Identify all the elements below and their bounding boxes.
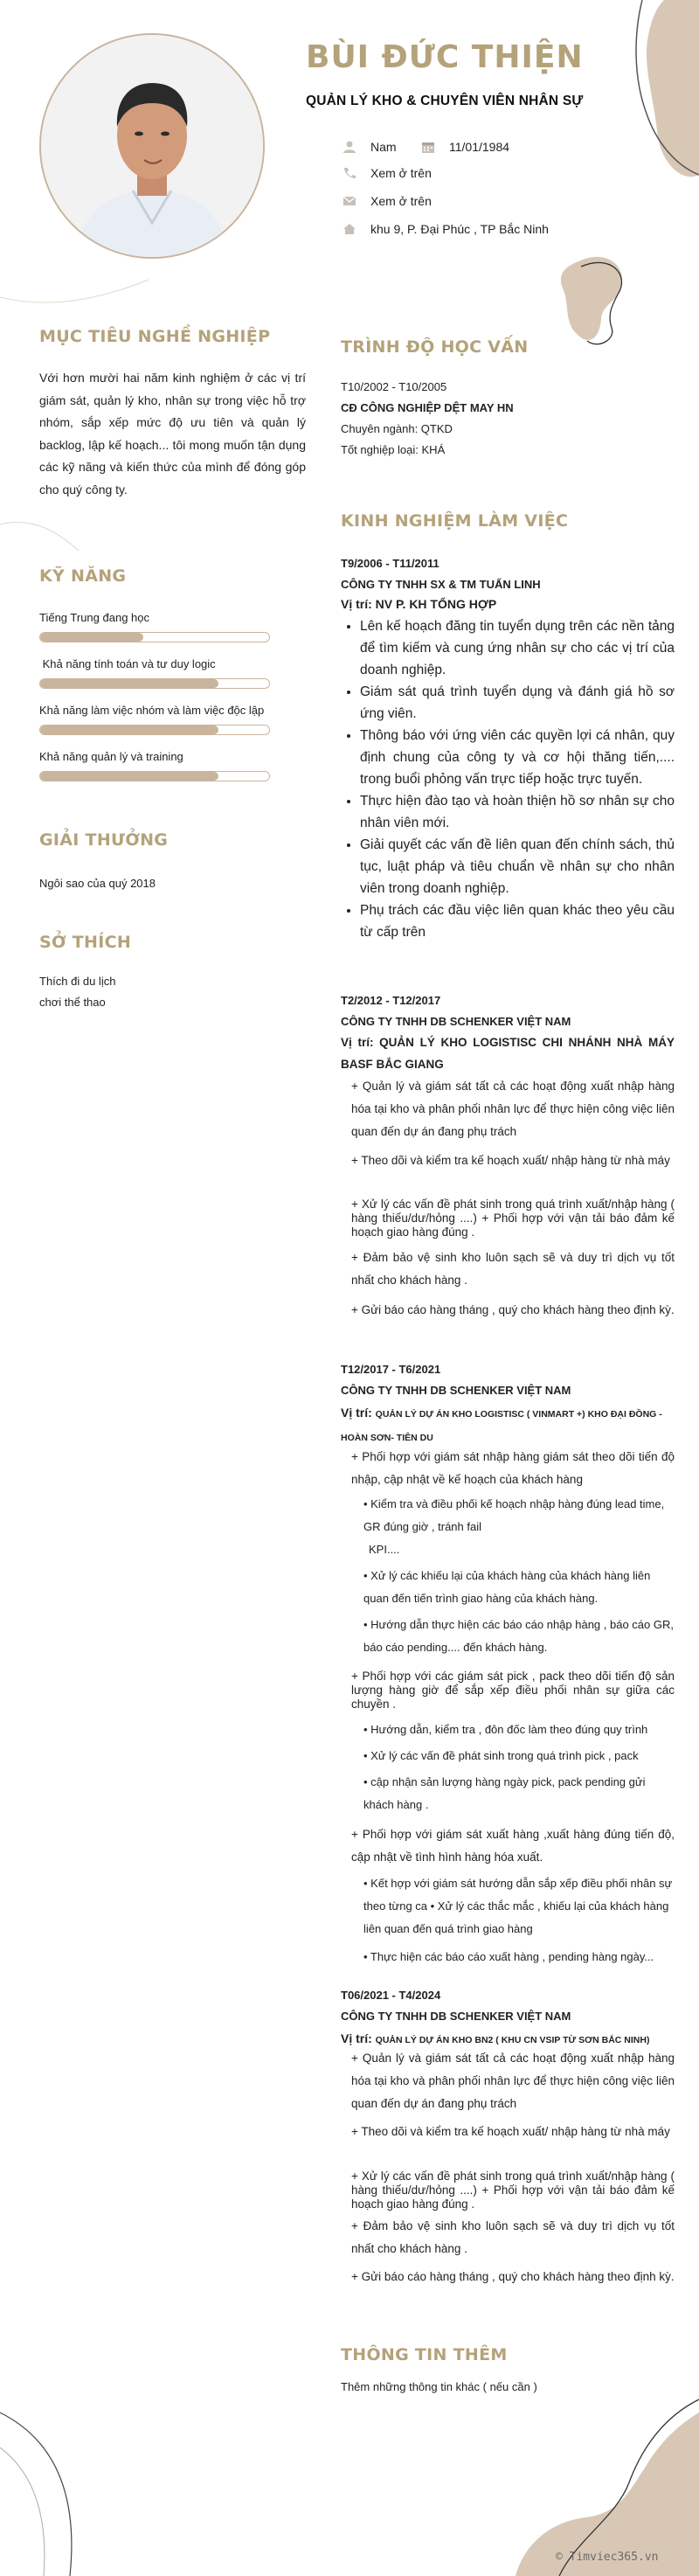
skill-name: Khả năng làm việc nhóm và làm việc độc lập [39, 704, 265, 717]
job-title: QUẢN LÝ KHO & CHUYÊN VIÊN NHÂN SỰ [306, 94, 584, 108]
dob-row [421, 140, 509, 154]
more-info-text: Thêm những thông tin khác ( nếu cần ) [341, 2380, 537, 2393]
job-subtask: • Hướng dẫn thực hiện các báo cáo nhập hàng , báo cáo GR, báo cáo pending.... đến khách hàng. [363, 1618, 674, 1654]
education-title: TRÌNH ĐỘ HỌC VẤN [341, 337, 529, 357]
objective-title: MỤC TIÊU NGHỀ NGHIỆP [39, 327, 271, 346]
award-item: Ngôi sao của quý 2018 [39, 877, 156, 890]
duty-item: • Phụ trách các đầu việc liên quan khác theo yêu cầu từ cấp trên [360, 899, 675, 943]
job-position: Vị trí: QUẢN LÝ KHO LOGISTISC CHI NHÁNH NHÀ MÁY BASF BẮC GIANG [341, 1036, 675, 1071]
job-subtask: KPI.... [369, 1543, 400, 1556]
position-value: QUẢN LÝ DỰ ÁN KHO BN2 ( KHU CN VSIP TỪ SƠN BẮC NINH) [375, 2035, 650, 2045]
skill-bar [39, 678, 270, 689]
skill-bar-fill [40, 772, 218, 781]
skill-bar-fill [40, 679, 218, 688]
top-right-shape [647, 0, 699, 177]
job-period: T12/2017 - T6/2021 [341, 1363, 441, 1376]
duty-item: • Giám sát quá trình tuyển dụng và đánh giá hồ sơ ứng viên. [360, 681, 675, 725]
bottom-left-line-2 [0, 2448, 45, 2576]
user-icon [343, 141, 356, 153]
job-task: + Gửi báo cáo hàng tháng , quý cho khách hàng theo định kỳ. [351, 1303, 675, 1316]
education-school: CĐ CÔNG NGHIỆP DỆT MAY HN [341, 401, 514, 414]
job-period: T06/2021 - T4/2024 [341, 1989, 441, 2002]
job-period: T9/2006 - T11/2011 [341, 557, 439, 570]
skill-bar-fill [40, 633, 143, 642]
duty-item: • Lên kế hoạch đăng tin tuyển dụng trên các nền tảng để tìm kiếm và cung ứng nhân sự cho các vị trí của doanh nghiệp. [360, 615, 675, 681]
job-company: CÔNG TY TNHH DB SCHENKER VIỆT NAM [341, 2010, 571, 2023]
calendar-icon [421, 141, 435, 153]
gender-row [343, 140, 397, 154]
skill-bar [39, 771, 270, 781]
job-subtask: • Kiểm tra và điều phối kế hoạch nhập hàng đúng lead time, GR đúng giờ , tránh fail [363, 1497, 665, 1533]
email-value: Xem ở trên [370, 194, 432, 208]
job-period: T2/2012 - T12/2017 [341, 994, 441, 1007]
watermark: © Timviec365.vn [556, 2551, 659, 2564]
skill-name: Khả năng tính toán và tư duy logic [39, 657, 216, 670]
job-company: CÔNG TY TNHH DB SCHENKER VIỆT NAM [341, 1384, 571, 1397]
duty-item: • Thông báo với ứng viên các quyền lợi cá nhân, quy định chung của công ty và cơ hội thăng tiến,.... trong buổi phỏng vấn trực tiếp hoặc trực tuyến. [360, 725, 675, 790]
address-row [343, 222, 549, 236]
skill-item [39, 655, 270, 689]
job-task: + Quản lý và giám sát tất cả các hoạt động xuất nhập hàng hóa tại kho và phân phối nhân lực để thực hiện công việc liên quan đến dự án đang phụ trách [351, 1080, 675, 1138]
education-period: T10/2002 - T10/2005 [341, 380, 447, 393]
dob-value: 11/01/1984 [449, 140, 510, 154]
position-value: QUẢN LÝ DỰ ÁN KHO LOGISTISC ( VINMART +) KHO ĐẠI ĐỒNG - HOÀN SƠN- TIÊN DU [341, 1409, 662, 1443]
job-company: CÔNG TY TNHH SX & TM TUẤN LINH [341, 578, 541, 591]
middle-swirl-shape [561, 257, 622, 340]
duty-item: • Giải quyết các vấn đề liên quan đến chính sách, thủ tục, luật pháp và tiêu chuẩn về nhân sự cho nhân viên trong doanh nghiệp. [360, 834, 675, 899]
phone-row [343, 166, 432, 180]
job-position [341, 1402, 675, 1449]
position-label: Vị trí: [341, 2031, 376, 2045]
left-wave-line-2 [0, 522, 79, 551]
job-task: + Theo dõi và kiểm tra kế hoạch xuất/ nhập hàng từ nhà máy [351, 2125, 670, 2138]
duty-item: • Thực hiện đào tạo và hoàn thiện hồ sơ nhân sự cho nhân viên mới. [360, 790, 675, 834]
avatar-portrait-icon [41, 35, 263, 257]
job-subtask: • Xử lý các khiếu lại của khách hàng của khách hàng liên quan đến tiến trình giao hàng của khách hàng. [363, 1569, 651, 1605]
email-icon [343, 195, 356, 207]
experience-title: KINH NGHIỆM LÀM VIỆC [341, 511, 569, 531]
objective-text: Với hơn mười hai năm kinh nghiệm ở các vị trí giám sát, quản lý kho, nhân sự trong việc hỗ trợ nhóm, sắp xếp mức độ ưu tiên và quản lý backlog, lập kế hoạch... tôi mong muốn tận dụng các kỹ năng và kiến thức của mình để đóng góp cho quý công ty. [39, 371, 306, 496]
education-major: Chuyên ngành: QTKD [341, 422, 453, 435]
job-subtask: • Hướng dẫn, kiểm tra , đôn đốc làm theo đúng quy trình [363, 1723, 648, 1736]
email-row [343, 194, 432, 208]
job-task: + Phối hợp với giám sát nhập hàng giám sát theo dõi tiến độ nhập, cập nhật về kế hoạch của khách hàng [351, 1450, 675, 1486]
hobby-item: chơi thể thao [39, 996, 106, 1009]
job-task: + Gửi báo cáo hàng tháng , quý cho khách hàng theo định kỳ. [351, 2270, 675, 2283]
skill-item [39, 747, 270, 781]
address-value: khu 9, P. Đại Phúc , TP Bắc Ninh [370, 222, 549, 236]
skill-item [39, 701, 270, 735]
job-task: + Xử lý các vấn đề phát sinh trong quá trình xuất/nhập hàng ( hàng thiếu/dư/hỏng ....) + Phối hợp với vận tải báo đảm kế hoạch giao hàng đúng . [351, 2170, 675, 2211]
avatar [39, 33, 265, 259]
job-subtask: • Xử lý các vấn đề phát sinh trong quá trình pick , pack [363, 1749, 639, 1762]
awards-title: GIẢI THƯỞNG [39, 830, 169, 850]
phone-icon [343, 167, 356, 179]
skill-name: Khả năng quản lý và training [39, 750, 183, 763]
more-info-title: THÔNG TIN THÊM [341, 2345, 508, 2364]
hobbies-title: SỞ THÍCH [39, 933, 132, 952]
job-duties-list [341, 615, 675, 943]
skills-title: KỸ NĂNG [39, 566, 127, 586]
job-task: + Đảm bảo vệ sinh kho luôn sạch sẽ và duy trì dịch vụ tốt nhất cho khách hàng . [351, 1251, 675, 1287]
home-icon [343, 223, 356, 235]
position-label: Vị trí: [341, 1406, 376, 1420]
skill-bar [39, 725, 270, 735]
bottom-left-line [0, 2413, 72, 2576]
skill-name: Tiếng Trung đang học [39, 611, 149, 624]
education-grade: Tốt nghiệp loại: KHÁ [341, 443, 446, 456]
job-subtask: • Kết hợp với giám sát hướng dẫn sắp xếp điều phối nhân sự theo từng ca • Xử lý các thắc mắc , khiếu lại của khách hàng liên quan đến quá trình giao hàng [363, 1877, 673, 1935]
gender-value: Nam [370, 140, 397, 154]
left-wave-line [0, 280, 149, 302]
job-task: + Xử lý các vấn đề phát sinh trong quá trình xuất/nhập hàng ( hàng thiếu/dư/hỏng ....) + Phối hợp với vận tải báo đảm kế hoạch giao hàng đúng . [351, 1198, 675, 1239]
job-subtask: • Thực hiện các báo cáo xuất hàng , pending hàng ngày... [363, 1950, 654, 1963]
job-subtask: • cập nhận sản lượng hàng ngày pick, pack pending gửi khách hàng . [363, 1775, 646, 1811]
job-task: + Phối hợp với các giám sát pick , pack theo dõi tiến độ sản lượng hàng giờ để sắp xếp điều phối nhân sự giữa các chuyền . [351, 1670, 675, 1711]
hobby-item: Thích đi du lịch [39, 975, 116, 988]
job-position: Vị trí: NV P. KH TỔNG HỢP [341, 597, 497, 611]
skill-item [39, 608, 270, 642]
phone-value: Xem ở trên [370, 166, 432, 180]
candidate-name: BÙI ĐỨC THIỆN [306, 39, 584, 75]
job-company: CÔNG TY TNHH DB SCHENKER VIỆT NAM [341, 1015, 571, 1028]
job-task: + Quản lý và giám sát tất cả các hoạt động xuất nhập hàng hóa tại kho và phân phối nhân lực để thực hiện công việc liên quan đến dự án đang phụ trách [351, 2052, 675, 2110]
job-task: + Đảm bảo vệ sinh kho luôn sạch sẽ và duy trì dịch vụ tốt nhất cho khách hàng . [351, 2219, 675, 2255]
job-task: + Phối hợp với giám sát xuất hàng ,xuất hàng đúng tiến độ, cập nhật về tình hình hàng hóa xuất. [351, 1828, 675, 1864]
skill-bar-fill [40, 726, 218, 734]
skill-bar [39, 632, 270, 642]
job-task: + Theo dõi và kiểm tra kế hoạch xuất/ nhập hàng từ nhà máy [351, 1154, 670, 1167]
